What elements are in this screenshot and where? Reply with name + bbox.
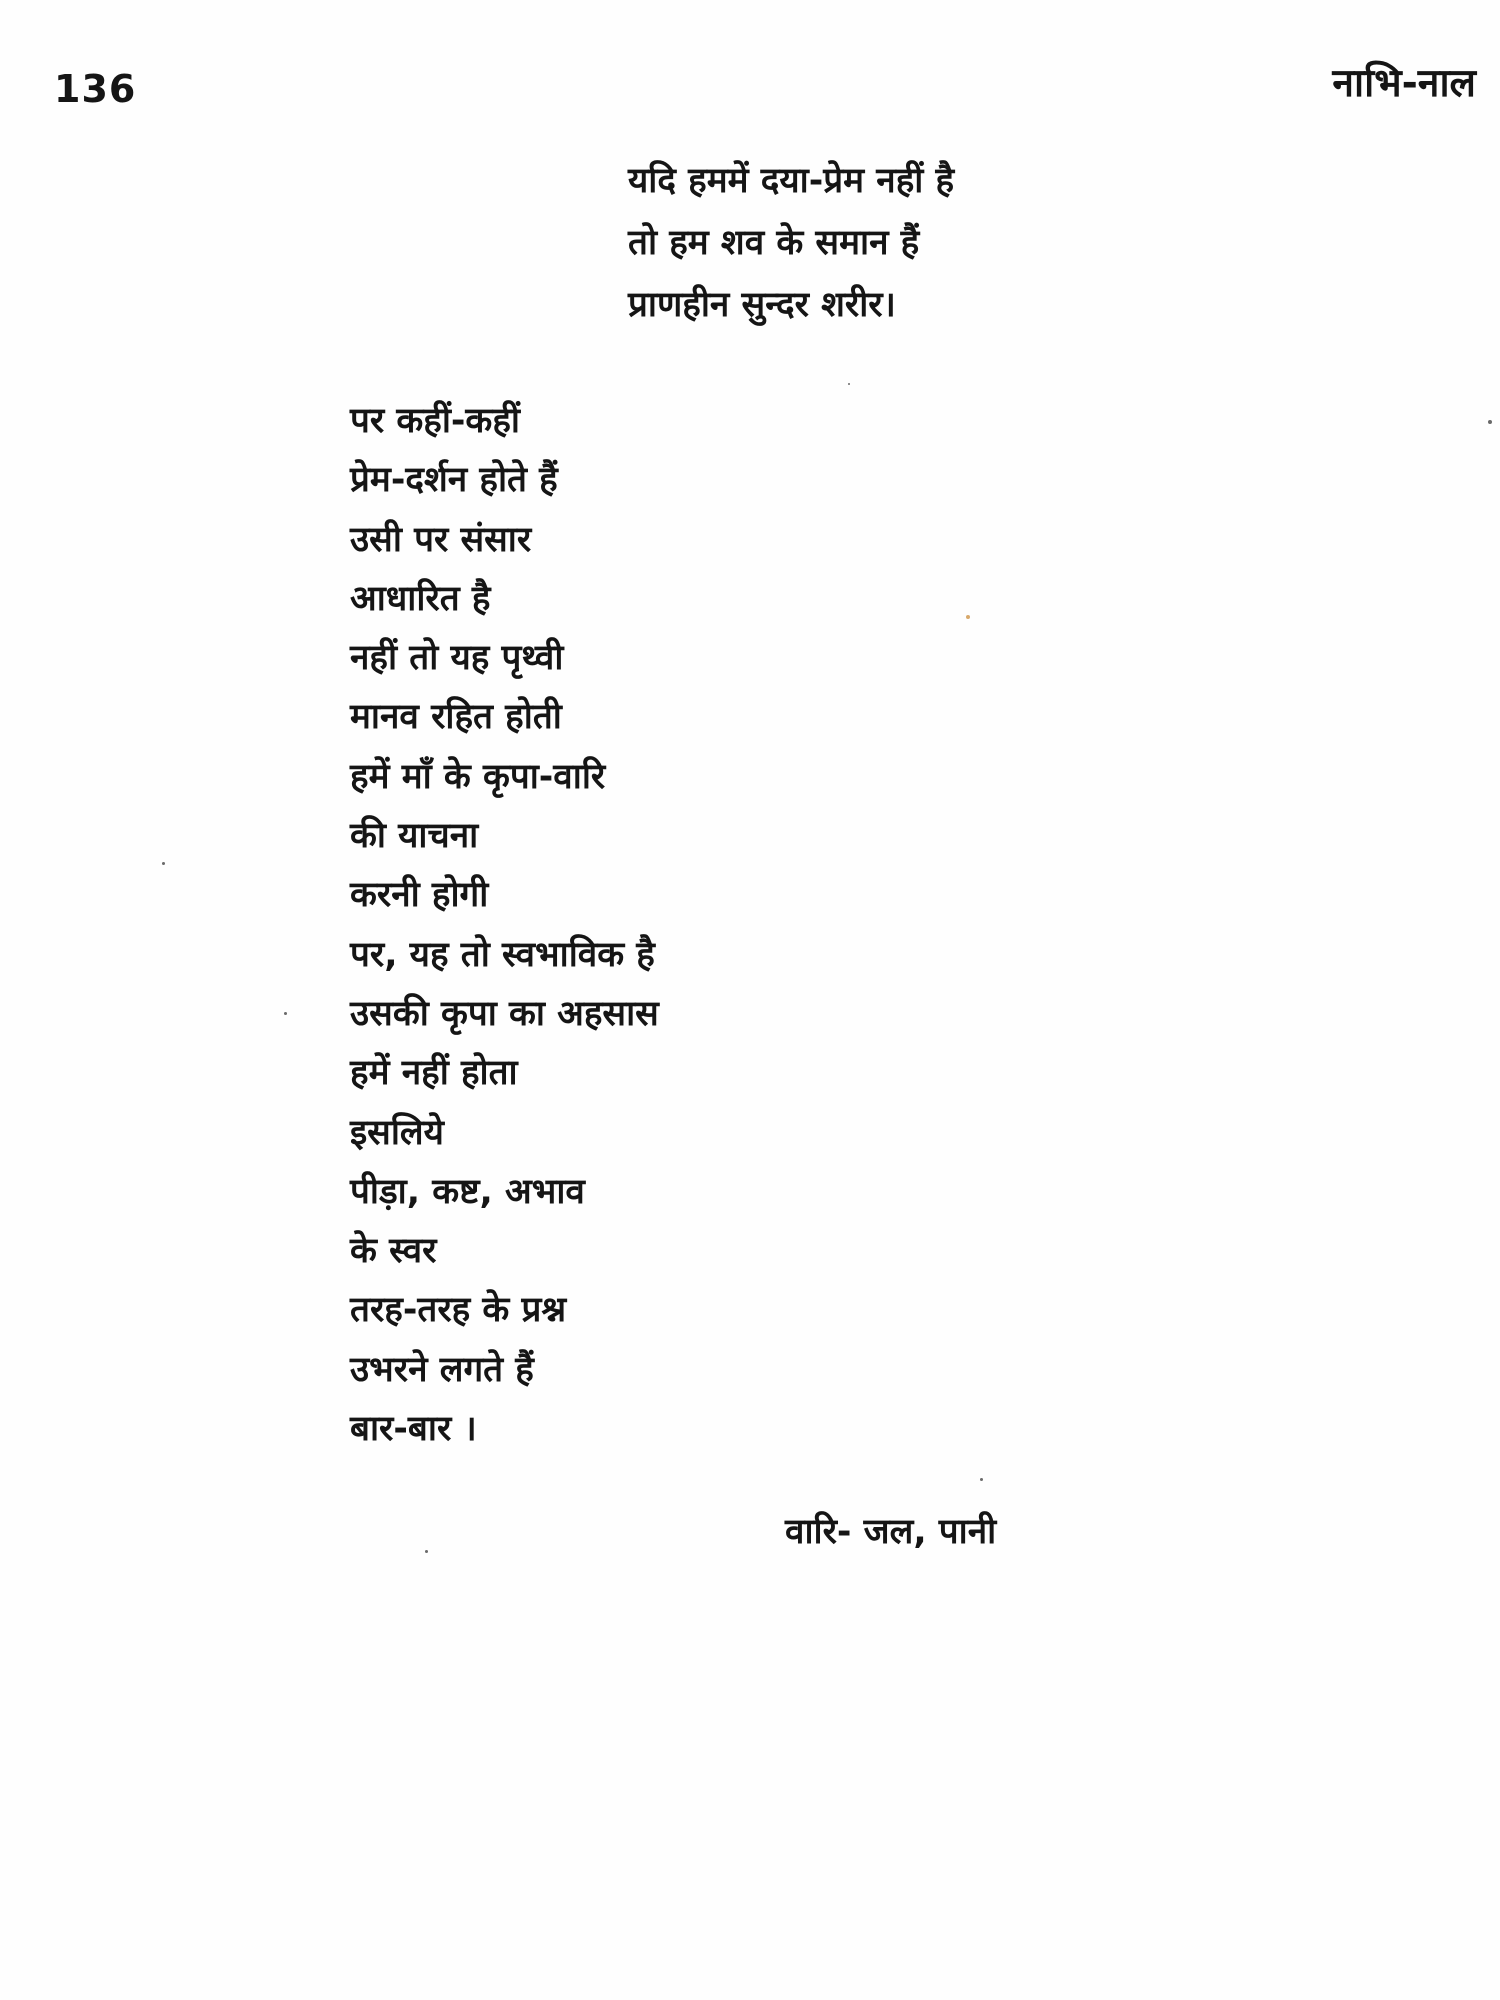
poem-stanza-top	[628, 150, 1148, 336]
scan-speck	[425, 1550, 428, 1553]
poem-line: नहीं तो यह पृथ्वी	[350, 638, 564, 679]
running-title: नाभि-नाल	[1332, 61, 1476, 106]
poem-line: के स्वर	[350, 1231, 437, 1272]
poem-line: उसी पर संसार	[350, 519, 532, 560]
poem-line: आधारित है	[350, 578, 491, 619]
scan-speck	[1488, 420, 1492, 424]
scan-speck	[966, 615, 970, 619]
page-number: 136	[54, 67, 137, 111]
poem-line: तो हम शव के समान हैं	[628, 223, 920, 263]
poem-line: पर कहीं-कहीं	[350, 401, 520, 441]
poem-line: मानव रहित होती	[350, 697, 562, 738]
poem-stanza-main	[350, 392, 870, 1459]
scan-speck	[284, 1012, 287, 1015]
poem-line: हमें नहीं होता	[350, 1053, 518, 1094]
poem-line: उसकी कृपा का अहसास	[350, 993, 659, 1034]
poem-line: प्राणहीन सुन्दर शरीर।	[628, 285, 896, 325]
poem-line: पीड़ा, कष्ट, अभाव	[350, 1171, 585, 1212]
poem-line: इसलिये	[350, 1112, 444, 1153]
poem-line: उभरने लगते हैं	[350, 1349, 534, 1390]
poem-line: हमें माँ के कृपा-वारि	[350, 756, 606, 797]
poem-line: करनी होगी	[350, 875, 489, 916]
poem-line: की याचना	[350, 816, 479, 857]
poem-line: तरह-तरह के प्रश्न	[350, 1290, 567, 1331]
footnote-gloss: वारि- जल, पानी	[785, 1512, 997, 1552]
scan-speck	[162, 862, 165, 865]
scan-speck	[848, 383, 850, 385]
poem-line: बार-बार ।	[350, 1409, 477, 1450]
poem-line: यदि हममें दया-प्रेम नहीं है	[628, 161, 955, 201]
poem-line: प्रेम-दर्शन होते हैं	[350, 460, 558, 501]
scan-speck	[980, 1478, 983, 1481]
poem-line: पर, यह तो स्वभाविक है	[350, 934, 655, 975]
